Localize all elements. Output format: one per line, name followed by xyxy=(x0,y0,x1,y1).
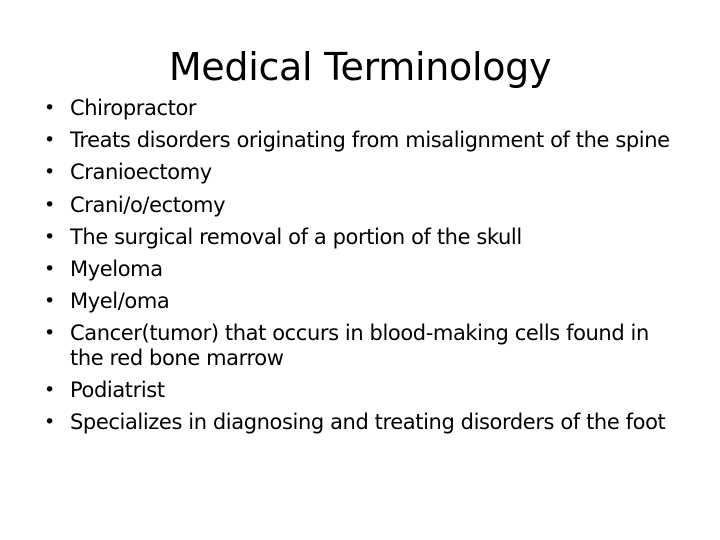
bullet-icon: • xyxy=(44,225,55,248)
list-item-text: Cancer(tumor) that occurs in blood-making cells found in the red bone marrow xyxy=(70,321,649,370)
list-item xyxy=(44,160,684,184)
bullet-list xyxy=(44,96,684,442)
list-item xyxy=(44,257,684,281)
list-item-text: Myel/oma xyxy=(70,289,170,314)
bullet-icon: • xyxy=(44,378,55,401)
bullet-icon: • xyxy=(44,290,55,313)
list-item xyxy=(44,128,684,152)
list-item-text: Chiropractor xyxy=(70,96,197,120)
list-item-text: Specializes in diagnosing and treating disorders of the foot xyxy=(70,410,666,435)
list-item xyxy=(44,321,684,369)
bullet-icon: • xyxy=(44,161,55,184)
list-item xyxy=(44,410,684,434)
list-item-text: Treats disorders originating from misalignment of the spine xyxy=(70,128,670,153)
list-item xyxy=(44,225,684,249)
list-item xyxy=(44,378,684,402)
list-item xyxy=(44,96,684,120)
bullet-icon: • xyxy=(44,411,55,434)
bullet-icon: • xyxy=(44,322,55,345)
bullet-icon: • xyxy=(44,193,55,216)
list-item-text: Podiatrist xyxy=(70,377,165,402)
list-item-text: Crani/o/ectomy xyxy=(70,192,226,217)
list-item xyxy=(44,289,684,313)
bullet-icon: • xyxy=(44,258,55,281)
list-item-text: Cranioectomy xyxy=(70,160,212,185)
bullet-icon: • xyxy=(44,129,55,152)
list-item-text: Myeloma xyxy=(70,257,163,282)
bullet-icon: • xyxy=(44,97,55,119)
list-item-text: The surgical removal of a portion of the skull xyxy=(70,224,522,249)
list-item xyxy=(44,193,684,217)
slide-title: Medical Terminology xyxy=(168,45,552,89)
